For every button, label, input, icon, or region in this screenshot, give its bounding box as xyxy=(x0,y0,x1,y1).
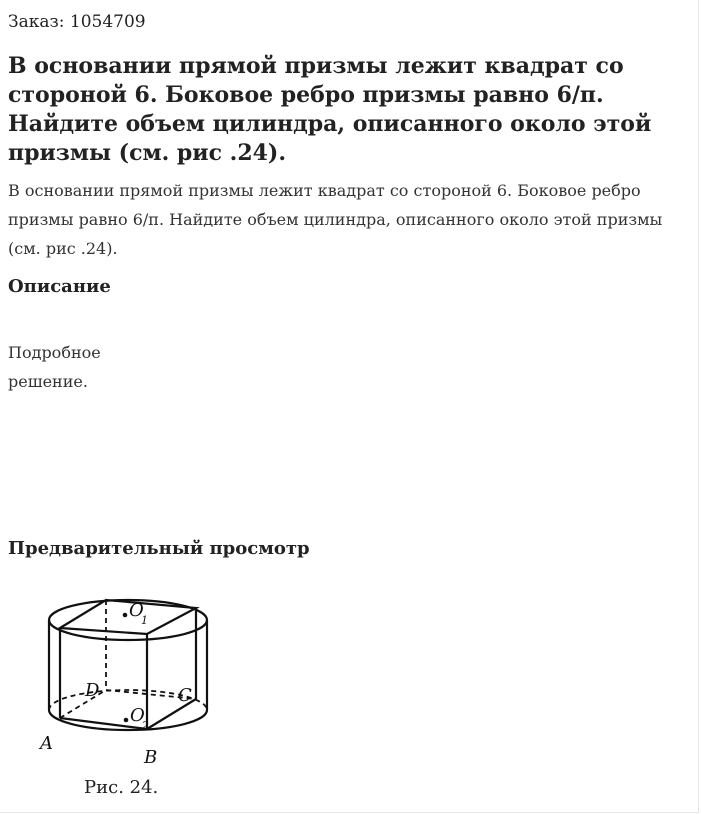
point-o1 xyxy=(123,613,128,618)
order-number: Заказ: 1054709 xyxy=(8,12,146,32)
label-c: C xyxy=(178,685,192,706)
label-b: B xyxy=(144,747,158,768)
label-d: D xyxy=(85,680,100,701)
label-o1-sub: 1 xyxy=(141,614,148,627)
task-title: В основании прямой призмы лежит квадрат со стороной 6. Боковое ребро призмы равно 6/п. Найдите объем цилиндра, описанного около этой призмы (см. рис .24). xyxy=(8,53,652,166)
label-o1: O xyxy=(129,600,144,621)
description-heading: Описание xyxy=(8,276,111,297)
figure-caption: Рис. 24. xyxy=(84,777,159,798)
label-o2: O xyxy=(130,705,145,726)
cylinder-prism-figure xyxy=(30,578,230,803)
description-text xyxy=(8,338,101,396)
description-line-2: решение. xyxy=(8,372,88,391)
description-line-1: Подробное xyxy=(8,343,101,362)
label-o2-sub: 2 xyxy=(142,719,149,732)
point-o2 xyxy=(124,718,129,723)
task-body: В основании прямой призмы лежит квадрат со стороной 6. Боковое ребро призмы равно 6/п. Найдите объем цилиндра, описанного около этой призмы (см. рис .24). xyxy=(8,181,663,258)
label-a: A xyxy=(40,733,53,754)
preview-heading: Предварительный просмотр xyxy=(8,538,310,559)
